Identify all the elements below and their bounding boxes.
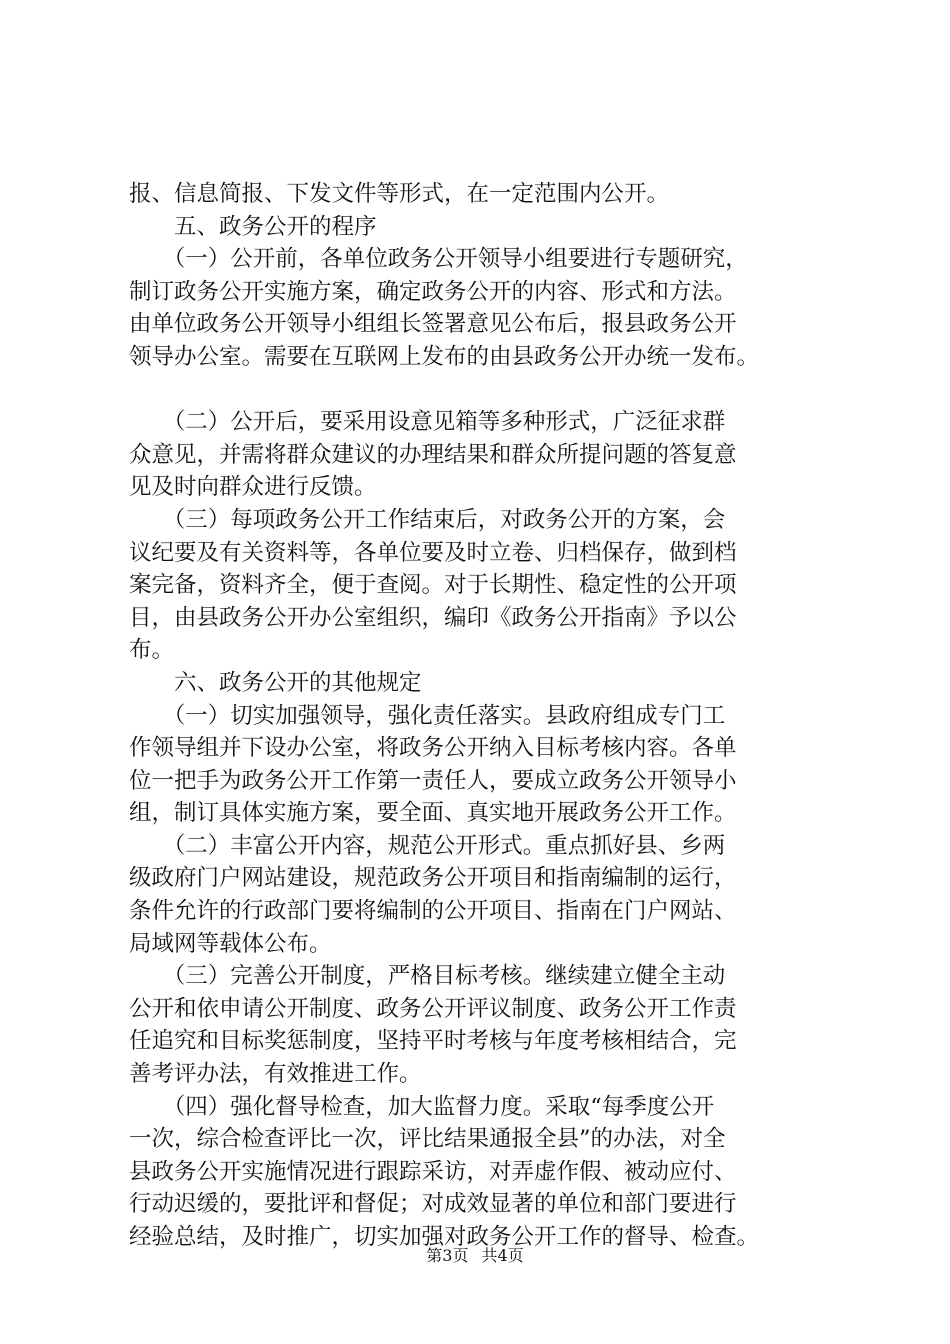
text-line: 由单位政务公开领导小组组长签署意见公布后，报县政务公开 (129, 311, 737, 338)
text-line: 报、信息简报、下发文件等形式，在一定范围内公开。 (129, 181, 670, 207)
text-line: （三）完善公开制度，严格目标考核。继续建立健全主动 (129, 963, 726, 990)
text-line: 善考评办法，有效推进工作。 (129, 1061, 422, 1088)
document-body (129, 178, 849, 1254)
text-line: 五、政务公开的程序 (129, 213, 377, 240)
text-line: 组，制订具体实施方案，要全面、真实地开展政务公开工作。 (129, 800, 737, 827)
text-line: 见及时向群众进行反馈。 (129, 474, 377, 501)
text-line: 任追究和目标奖惩制度，坚持平时考核与年度考核相结合，完 (129, 1028, 737, 1055)
blank-line (129, 374, 849, 407)
text-line: 行动迟缓的，要批评和督促；对成效显著的单位和部门要进行 (129, 1191, 737, 1218)
text-line: 制订政务公开实施方案，确定政务公开的内容、形式和方法。 (129, 278, 737, 305)
text-line: 目，由县政务公开办公室组织，编印《政务公开指南》予以公 (129, 604, 737, 631)
text-line: 县政务公开实施情况进行跟踪采访，对弄虚作假、被动应付、 (129, 1158, 737, 1185)
text-line: 案完备，资料齐全，便于查阅。对于长期性、稳定性的公开项 (129, 572, 737, 599)
text-line: 六、政务公开的其他规定 (129, 669, 422, 696)
text-line: 布。 (129, 637, 175, 664)
text-line: （三）每项政务公开工作结束后，对政务公开的方案，会 (129, 506, 726, 533)
text-line: （一）切实加强领导，强化责任落实。县政府组成专门工 (129, 702, 726, 729)
text-line: （四）强化督导检查，加大监督力度。采取“每季度公开 (129, 1093, 715, 1120)
page-number: 第3页 (426, 1246, 469, 1265)
text-line: （二）公开后，要采用设意见箱等多种形式，广泛征求群 (129, 409, 726, 436)
text-line: 位一把手为政务公开工作第一责任人，要成立政务公开领导小 (129, 767, 737, 794)
text-line: 众意见，并需将群众建议的办理结果和群众所提问题的答复意 (129, 441, 737, 468)
text-line: 公开和依申请公开制度、政务公开评议制度、政务公开工作责 (129, 995, 737, 1022)
text-line: 条件允许的行政部门要将编制的公开项目、指南在门户网站、 (129, 898, 737, 925)
text-line: 级政府门户网站建设，规范政务公开项目和指南编制的运行， (129, 865, 737, 892)
text-line: 领导办公室。需要在互联网上发布的由县政务公开办统一发布。 (129, 343, 760, 370)
text-line: 局域网等载体公布。 (129, 930, 332, 957)
page-total: 共4页 (481, 1246, 524, 1265)
page-footer (0, 1246, 950, 1266)
text-line: （二）丰富公开内容，规范公开形式。重点抓好县、乡两 (129, 832, 726, 859)
text-line: 作领导组并下设办公室，将政务公开纳入目标考核内容。各单 (129, 735, 737, 762)
text-line: （一）公开前，各单位政务公开领导小组要进行专题研究， (129, 246, 748, 273)
text-line: 一次，综合检查评比一次，评比结果通报全县”的办法，对全 (129, 1126, 726, 1153)
text-line: 议纪要及有关资料等，各单位要及时立卷、归档保存，做到档 (129, 539, 737, 566)
text-line: 经验总结，及时推广，切实加强对政务公开工作的督导、检查。 (129, 1224, 760, 1250)
